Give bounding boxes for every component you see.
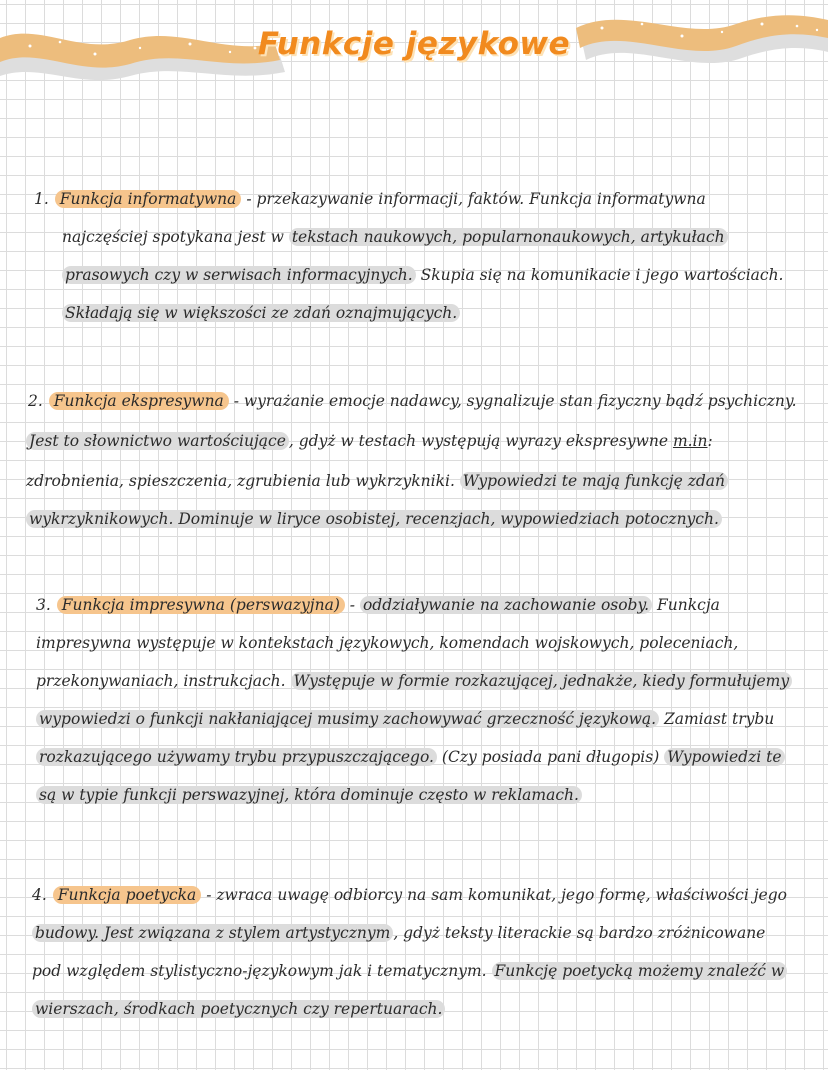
highlighted-text: prasowych czy w serwisach informacyjnych. — [62, 266, 416, 284]
text-segment: impresywna występuje w kontekstach językowych, komendach wojskowych, poleceniach, — [36, 634, 739, 652]
highlighted-text: budowy. Jest związana z stylem artystycznym — [32, 924, 393, 942]
text-line — [36, 630, 738, 656]
text-segment: zdrobnienia, spieszczenia, zgrubienia lub wykrzykniki. — [26, 472, 460, 490]
section-heading: Funkcja ekspresywna — [49, 392, 229, 410]
text-line — [36, 706, 774, 732]
text-segment: najczęściej spotykana jest w — [62, 228, 289, 246]
text-segment: Skupia się na komunikacie i jego wartościach. — [415, 266, 784, 284]
highlighted-text: wypowiedzi o funkcji nakłaniającej musimy zachowywać grzeczność językową. — [36, 710, 659, 728]
text-line — [36, 592, 720, 618]
text-line — [32, 882, 787, 908]
text-line — [34, 186, 706, 212]
text-line — [26, 428, 713, 454]
text-line — [28, 388, 797, 414]
highlighted-text: Wypowiedzi te mają funkcję zdań — [460, 472, 728, 490]
text-segment: , gdyż teksty literackie są bardzo zróżnicowane — [393, 924, 766, 942]
text-line — [36, 782, 582, 808]
section-number: 4. — [32, 886, 47, 904]
highlighted-text: Występuje w formie rozkazującej, jednakże, kiedy formułujemy — [291, 672, 793, 690]
highlighted-text: Wypowiedzi te — [664, 748, 784, 766]
section-heading: Funkcja informatywna — [55, 190, 242, 208]
text-line — [36, 668, 792, 694]
text-line — [32, 920, 765, 946]
highlighted-text: oddziaływanie na zachowanie osoby. — [360, 596, 652, 614]
text-segment: pod względem stylistyczno-językowym jak i tematycznym. — [32, 962, 492, 980]
section-number: 1. — [34, 190, 49, 208]
page-title: Funkcje językowe — [257, 26, 571, 62]
text-line — [26, 506, 722, 532]
text-line — [32, 958, 787, 984]
highlighted-text: rozkazującego używamy trybu przypuszczającego. — [36, 748, 437, 766]
text-segment: - wyrażanie emocje nadawcy, sygnalizuje stan fizyczny bądź psychiczny. — [228, 392, 797, 410]
text-segment: (Czy posiada pani długopis) — [436, 748, 665, 766]
section-number: 3. — [36, 596, 51, 614]
text-segment: : — [707, 432, 713, 450]
text-segment: Zamiast trybu — [659, 710, 775, 728]
text-segment: przekonywaniach, instrukcjach. — [36, 672, 291, 690]
section-heading: Funkcja impresywna (perswazyjna) — [57, 596, 345, 614]
text-line — [36, 744, 785, 770]
text-segment: , gdyż w testach występują wyrazy ekspresywne — [288, 432, 673, 450]
text-segment: Funkcja — [652, 596, 720, 614]
text-segment: - — [344, 596, 360, 614]
text-line — [26, 468, 728, 494]
highlighted-text: są w typie funkcji perswazyjnej, która dominuje często w reklamach. — [36, 786, 582, 804]
text-line — [62, 224, 728, 250]
highlighted-text: wykrzyknikowych. Dominuje w liryce osobistej, recenzjach, wypowiedziach potocznych. — [26, 510, 722, 528]
text-segment: - zwraca uwagę odbiorcy na sam komunikat, jego formę, właściwości jego — [201, 886, 787, 904]
highlighted-text: Jest to słownictwo wartościujące — [26, 432, 289, 450]
highlighted-text: Funkcję poetycką możemy znaleźć w — [492, 962, 788, 980]
highlighted-text: wierszach, środkach poetycznych czy repertuarach. — [32, 1000, 445, 1018]
highlighted-text: Składają się w większości ze zdań oznajmujących. — [62, 304, 460, 322]
highlighted-text: tekstach naukowych, popularnonaukowych, artykułach — [289, 228, 728, 246]
text-line — [32, 996, 445, 1022]
text-line — [62, 300, 460, 326]
text-line — [62, 262, 783, 288]
underlined-text: m.in — [672, 432, 708, 450]
section-number: 2. — [28, 392, 43, 410]
section-heading: Funkcja poetycka — [53, 886, 202, 904]
text-segment: - przekazywanie informacji, faktów. Funkcja informatywna — [241, 190, 706, 208]
